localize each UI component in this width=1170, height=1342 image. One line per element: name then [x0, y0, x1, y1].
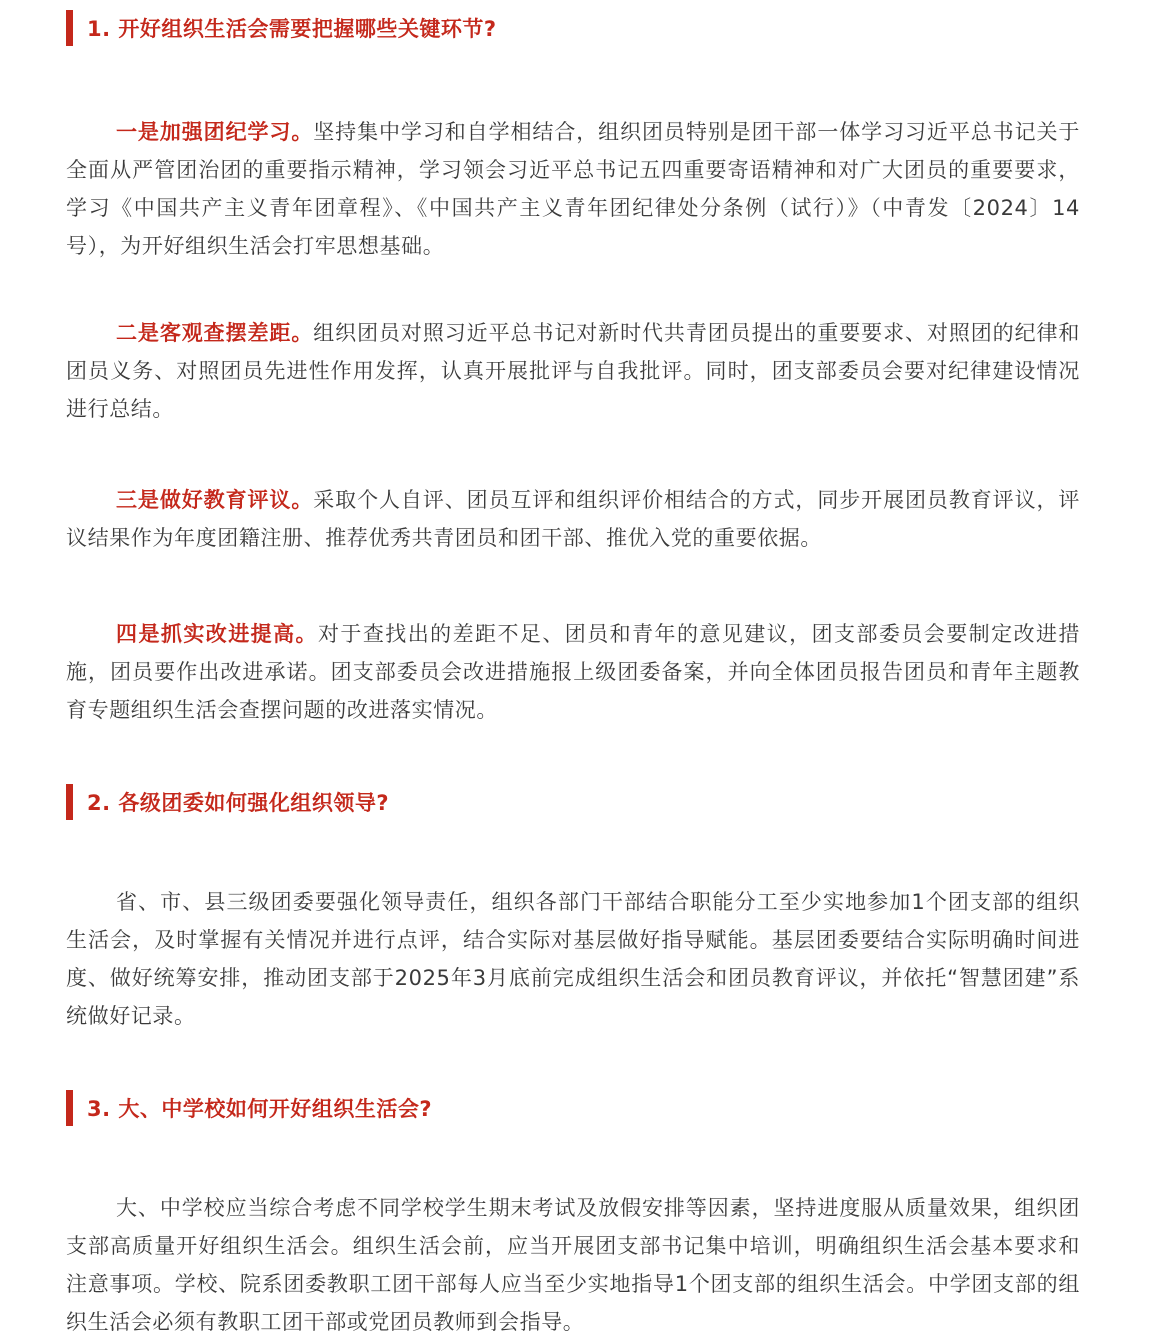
paragraph-text: 采取个人自评、团员互评和组织评价相结合的方式，同步开展团员教育评议，评议结果作为年度团籍注册、推荐优秀共青团员和团干部、推优入党的重要依据。: [66, 488, 1080, 550]
section-title: 3. 大、中学校如何开好组织生活会?: [87, 1097, 433, 1121]
paragraph-text: 组织团员对照习近平总书记对新时代共青团员提出的重要要求、对照团的纪律和团员义务、对照团员先进性作用发挥，认真开展批评与自我批评。同时，团支部委员会要对纪律建设情况进行总结。: [66, 321, 1080, 421]
paragraph: [66, 615, 1080, 729]
section-title: 2. 各级团委如何强化组织领导?: [87, 791, 390, 815]
paragraph: [66, 113, 1080, 265]
paragraph-text: 坚持集中学习和自学相结合，组织团员特别是团干部一体学习习近平总书记关于全面从严管团治团的重要指示精神，学习领会习近平总书记五四重要寄语精神和对广大团员的重要要求，学习《中国共产主义青年团章程》、《中国共产主义青年团纪律处分条例（试行）》（中青发〔2024〕14号），为开好组织生活会打牢思想基础。: [66, 120, 1080, 258]
paragraph-lead: 一是加强团纪学习。: [116, 120, 314, 144]
paragraph-lead: 三是做好教育评议。: [116, 488, 314, 512]
paragraph-text: 对于查找出的差距不足、团员和青年的意见建议，团支部委员会要制定改进措施，团员要作出改进承诺。团支部委员会改进措施报上级团委备案，并向全体团员报告团员和青年主题教育专题组织生活会查摆问题的改进落实情况。: [66, 622, 1080, 722]
heading-accent-bar: [66, 784, 73, 820]
paragraph-lead: 四是抓实改进提高。: [116, 622, 318, 646]
paragraph: [66, 481, 1080, 557]
paragraph: [66, 883, 1080, 1035]
section-heading-2: [66, 784, 389, 820]
paragraph: [66, 1189, 1080, 1341]
heading-accent-bar: [66, 1090, 73, 1126]
section-title: 1. 开好组织生活会需要把握哪些关键环节?: [87, 17, 497, 41]
paragraph: [66, 314, 1080, 428]
paragraph-lead: 二是客观查摆差距。: [116, 321, 314, 345]
heading-accent-bar: [66, 10, 73, 46]
paragraph-text: 大、中学校应当综合考虑不同学校学生期末考试及放假安排等因素，坚持进度服从质量效果，组织团支部高质量开好组织生活会。组织生活会前，应当开展团支部书记集中培训，明确组织生活会基本要求和注意事项。学校、院系团委教职工团干部每人应当至少实地指导1个团支部的组织生活会。中学团支部的组织生活会必须有教职工团干部或党团员教师到会指导。: [66, 1196, 1080, 1334]
section-heading-3: [66, 1090, 432, 1126]
paragraph-text: 省、市、县三级团委要强化领导责任，组织各部门干部结合职能分工至少实地参加1个团支部的组织生活会，及时掌握有关情况并进行点评，结合实际对基层做好指导赋能。基层团委要结合实际明确时间进度、做好统筹安排，推动团支部于2025年3月底前完成组织生活会和团员教育评议，并依托“智慧团建”系统做好记录。: [66, 890, 1080, 1028]
section-heading-1: [66, 10, 497, 46]
